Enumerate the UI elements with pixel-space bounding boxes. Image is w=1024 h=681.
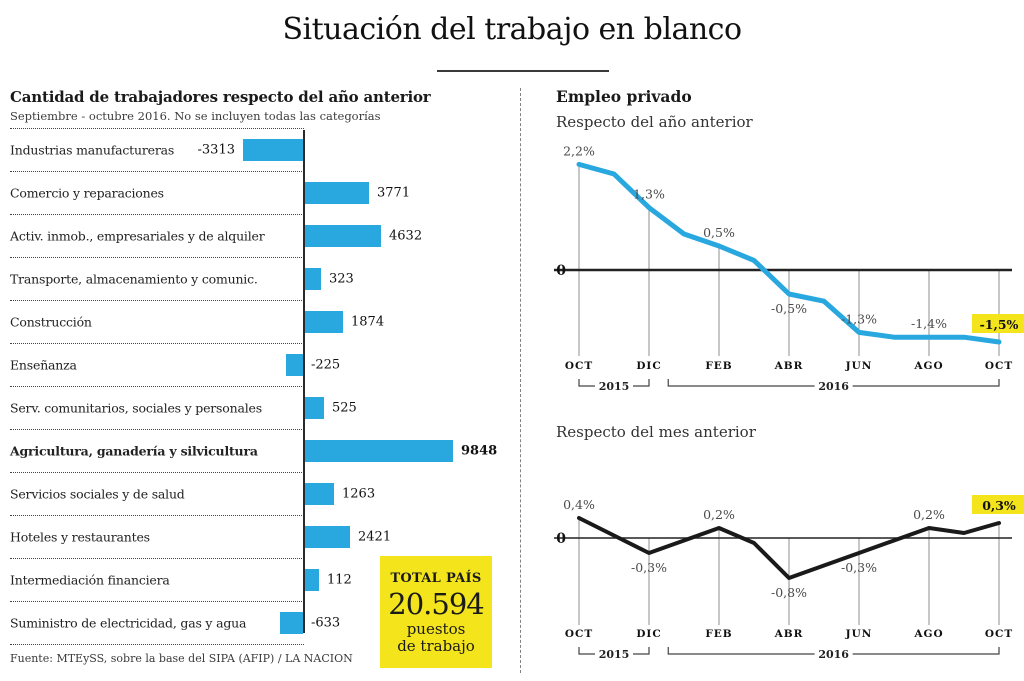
x-tick-label: FEB bbox=[705, 360, 733, 372]
point-label: 0,2% bbox=[913, 507, 945, 522]
bar-row bbox=[10, 429, 498, 472]
bar-category-label: Hoteles y restaurantes bbox=[10, 529, 150, 545]
page-title: Situación del trabajo en blanco bbox=[282, 12, 742, 47]
bar bbox=[303, 483, 334, 505]
x-tick-label: AGO bbox=[914, 628, 944, 640]
x-tick-label: OCT bbox=[984, 628, 1014, 640]
bar-value-label: 9848 bbox=[461, 443, 498, 459]
point-label: -1,4% bbox=[911, 316, 947, 332]
total-box-unit-line1: puestos bbox=[406, 620, 466, 638]
yoy-line-chart bbox=[540, 134, 1024, 404]
total-country-box bbox=[380, 556, 492, 668]
bar-value-label: -225 bbox=[311, 357, 341, 373]
bar-category-label: Serv. comunitarios, sociales y personales bbox=[10, 400, 262, 416]
bar bbox=[286, 354, 303, 376]
point-label: 0,5% bbox=[703, 225, 735, 240]
point-label: 2,2% bbox=[563, 143, 595, 159]
point-label: 0,4% bbox=[563, 497, 595, 512]
panel-divider bbox=[520, 88, 521, 673]
x-tick-label: OCT bbox=[564, 628, 594, 640]
zero-axis-label: 0 bbox=[556, 263, 566, 279]
bar bbox=[303, 526, 350, 548]
year-label: 2015 bbox=[598, 380, 630, 393]
source-note: Fuente: MTEySS, sobre la base del SIPA (AFIP) / LA NACION bbox=[10, 652, 353, 665]
bar-category-label: Enseñanza bbox=[10, 357, 77, 373]
bar bbox=[303, 440, 453, 462]
point-label: -0,5% bbox=[771, 301, 807, 316]
x-tick-label: DIC bbox=[636, 628, 662, 640]
total-box-label: TOTAL PAÍS bbox=[390, 571, 482, 586]
bar-value-label: 1263 bbox=[342, 486, 376, 502]
bar-value-label: 525 bbox=[332, 400, 357, 416]
x-tick-label: ABR bbox=[774, 628, 804, 640]
bar-chart-title: Cantidad de trabajadores respecto del año anterior bbox=[10, 88, 431, 106]
bar bbox=[243, 139, 303, 161]
total-box-unit-line2: de trabajo bbox=[397, 636, 475, 655]
bar-value-label: 1874 bbox=[351, 314, 385, 330]
bar-category-label: Industrias manufactureras bbox=[10, 142, 175, 158]
point-label: 0,2% bbox=[703, 507, 735, 522]
bar-category-label: Construcción bbox=[10, 314, 92, 330]
bar-category-label: Servicios sociales y de salud bbox=[10, 486, 185, 502]
bar-value-label: 4632 bbox=[389, 228, 423, 244]
x-tick-label: OCT bbox=[984, 360, 1014, 372]
bar-row bbox=[10, 558, 352, 601]
bar bbox=[303, 311, 343, 333]
point-label: 1,3% bbox=[633, 186, 665, 202]
bar bbox=[303, 225, 381, 247]
bar-value-label: 3771 bbox=[377, 185, 411, 201]
bar-category-label: Transporte, almacenamiento y comunic. bbox=[10, 271, 258, 287]
point-label: -0,3% bbox=[841, 560, 877, 575]
x-tick-label: OCT bbox=[564, 360, 594, 372]
bar bbox=[303, 397, 324, 419]
mom-chart-title: Respecto del mes anterior bbox=[556, 423, 756, 441]
x-tick-label: DIC bbox=[636, 360, 662, 372]
bar-value-label: 112 bbox=[327, 572, 352, 588]
bar-category-label: Suministro de electricidad, gas y agua bbox=[10, 615, 247, 631]
bar-row bbox=[10, 472, 376, 515]
bar-row bbox=[10, 257, 354, 300]
bar bbox=[303, 182, 369, 204]
bar-value-label: -633 bbox=[311, 615, 341, 631]
x-tick-label: ABR bbox=[774, 360, 804, 372]
bar bbox=[280, 612, 303, 634]
yoy-chart-title: Respecto del año anterior bbox=[556, 113, 753, 131]
point-label: -1,3% bbox=[841, 311, 877, 327]
bar-row bbox=[10, 386, 357, 429]
bar-value-label: 2421 bbox=[358, 529, 392, 545]
bar-chart-zero-axis bbox=[303, 130, 305, 633]
x-tick-label: JUN bbox=[845, 360, 873, 372]
x-tick-label: JUN bbox=[845, 628, 873, 640]
bar-category-label: Agricultura, ganadería y silvicultura bbox=[10, 443, 258, 459]
title-underline bbox=[437, 70, 609, 72]
x-tick-label: FEB bbox=[705, 628, 733, 640]
zero-axis-label: 0 bbox=[556, 531, 566, 547]
year-label: 2015 bbox=[598, 648, 630, 661]
year-label: 2016 bbox=[818, 648, 849, 661]
mom-line-chart bbox=[540, 445, 1024, 675]
bar-row bbox=[10, 214, 423, 257]
bar bbox=[303, 569, 319, 591]
total-box-value: 20.594 bbox=[388, 587, 484, 621]
bar-category-label: Intermediación financiera bbox=[10, 572, 170, 588]
bar-row bbox=[10, 128, 304, 171]
year-label: 2016 bbox=[818, 380, 849, 393]
bar bbox=[303, 268, 321, 290]
bar-value-label: -3313 bbox=[197, 142, 235, 158]
point-label: 0,3% bbox=[982, 498, 1016, 513]
bar-chart-subtitle: Septiembre - octubre 2016. No se incluyen todas las categorías bbox=[10, 109, 381, 123]
x-tick-label: AGO bbox=[914, 360, 944, 372]
point-label: -0,8% bbox=[771, 585, 807, 600]
bar-row bbox=[10, 515, 392, 558]
point-label: -0,3% bbox=[631, 560, 667, 575]
bar-category-label: Activ. inmob., empresariales y de alquiler bbox=[10, 228, 265, 244]
bar-row bbox=[10, 171, 411, 214]
right-section-title: Empleo privado bbox=[556, 87, 692, 106]
point-label: -1,5% bbox=[979, 317, 1019, 332]
bar-category-label: Comercio y reparaciones bbox=[10, 185, 164, 201]
bar-row bbox=[10, 601, 341, 644]
bar-value-label: 323 bbox=[329, 271, 354, 287]
bar-row bbox=[10, 300, 385, 343]
bar-row bbox=[10, 343, 341, 386]
